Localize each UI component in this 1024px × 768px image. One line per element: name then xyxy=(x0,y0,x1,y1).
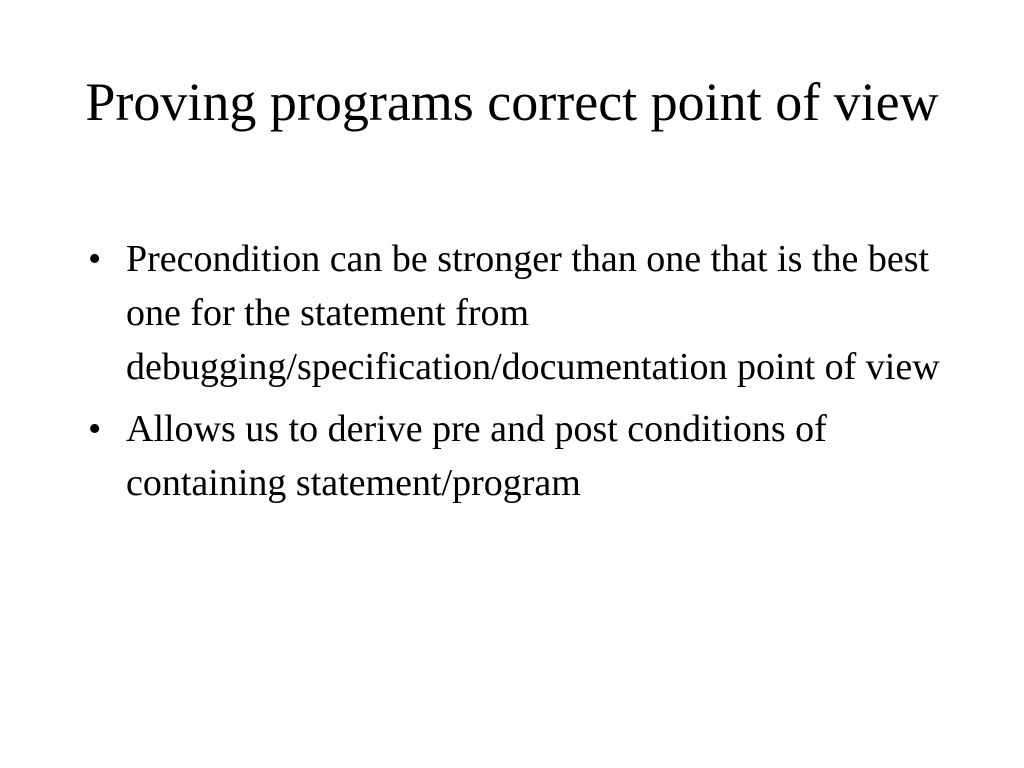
bullet-text: Allows us to derive pre and post conditions of containing statement/program xyxy=(126,408,827,504)
slide-title: Proving programs correct point of view xyxy=(85,72,939,132)
bullet-item xyxy=(86,232,956,394)
bullet-item xyxy=(86,402,956,510)
bullet-dot-icon: • xyxy=(88,408,102,450)
bullet-list xyxy=(86,232,956,518)
bullet-text: Precondition can be stronger than one that is the best one for the statement from debugging/specification/documentation point of view xyxy=(126,238,940,388)
bullet-dot-icon: • xyxy=(88,238,102,280)
